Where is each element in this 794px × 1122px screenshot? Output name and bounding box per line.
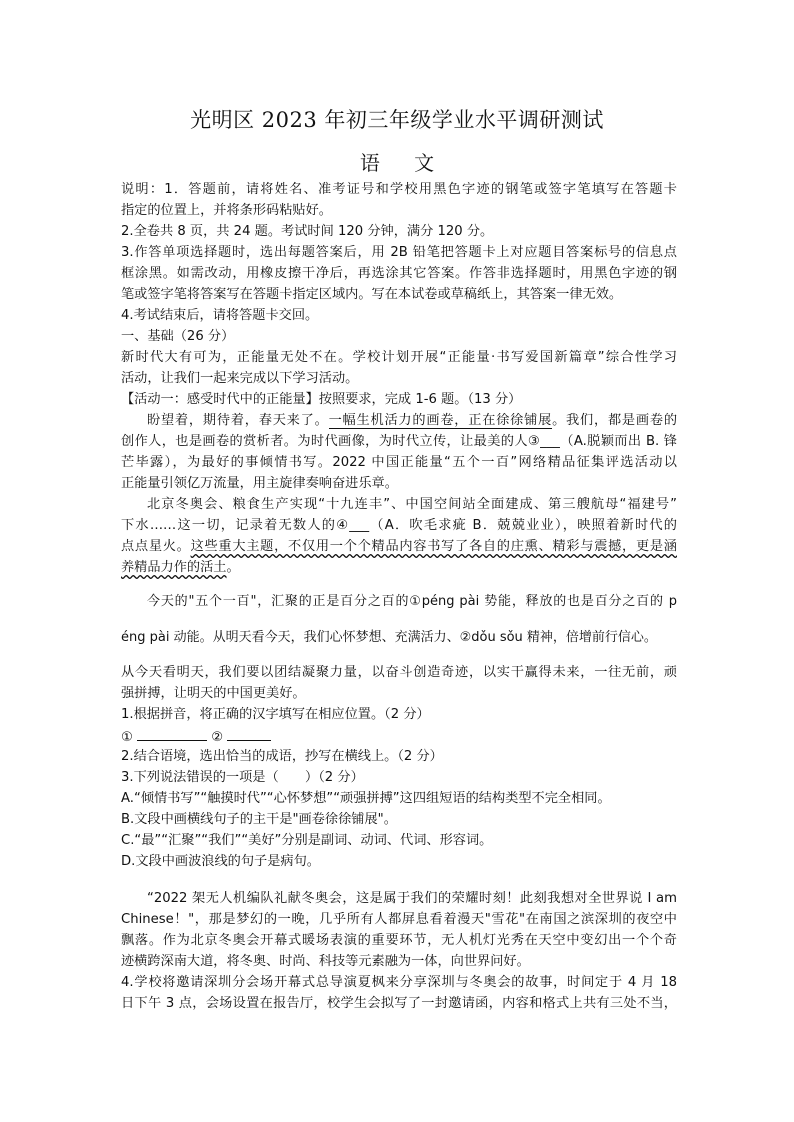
passage-line: 芒毕露），为最好的事倾情书写。2022 中国正能量“五个一百”网络精品征集评选活动以 [121,455,677,470]
passage-line: 正能量引领亿万流量，用主旋律奏响奋进乐章。 [121,476,398,491]
section-intro: 新时代大有可为，正能量无处不在。学校计划开展“正能量·书写爱国新篇章”综合性学习 [121,350,677,365]
wavy-sentence-end: 养精品力作的活土 [121,560,227,575]
instruction-line: 4.考试结束后，请将答题卡交回。 [121,308,319,323]
answer-mark-1: ① [121,730,133,745]
question-2: 2.结合语境，选出恰当的成语，抄写在横线上。（2 分） [121,749,443,764]
section-heading: 一、基础（26 分） [121,329,235,344]
underlined-sentence: 一幅生机活力的画卷，正在徐徐铺展 [328,413,553,428]
instruction-line: 说明：1．答题前，请将姓名、准考证号和学校用黑色字迹的钢笔或签字笔填写在答题卡 [121,182,677,197]
passage2-line: “2022 架无人机编队礼献冬奥会，这是属于我们的荣耀时刻！此刻我想对全世界说 I am [147,891,677,906]
question-3-option-c: C.“最”“汇聚”“我们”“美好”分别是副词、动词、代词、形容词。 [121,833,493,848]
subject-title: 语 文 [359,151,449,175]
answer-blank-1[interactable] [137,726,207,741]
question-3-option-a: A.“倾情书写”“触摸时代”“心怀梦想”“顽强拼搏”这四组短语的结构类型不完全相同。 [121,791,611,806]
question-3-option-b: B.文段中画横线句子的主干是"画卷徐徐铺展"。 [121,812,397,827]
section-intro: 活动，让我们一起来完成以下学习活动。 [121,371,359,386]
passage2-line: 飘落。作为北京冬奥会开幕式暖场表演的重要环节，无人机灯光秀在天空中变幻出一个个奇 [121,933,677,948]
passage-line: 北京冬奥会、粮食生产实现“十九连丰”、中国空间站全面建成、第三艘航母“福建号” [147,497,677,512]
pinyin-line: éng pài 动能。从明天看今天，我们心怀梦想、充满活力、②dǒu sǒu 精神，倍增前行信心。 [121,630,657,645]
passage-text: 点点星火。 [121,539,191,554]
question-4-line: 4.学校将邀请深圳分会场开幕式总导演夏枫来分享深圳与冬奥会的故事，时间定于 4 月 18 [121,975,677,990]
passage-text: 。我们，都是画卷的 [552,413,677,428]
passage-line: 创作人，也是画卷的赏析者。为时代画像，为时代立传，让最美的人③___（A.脱颖而出 B. 锋 [121,434,677,449]
question-1: 1.根据拼音，将正确的汉字填写在相应位置。（2 分） [121,707,430,722]
passage2-line: Chinese！"，那是梦幻的一晚，几乎所有人都屏息看着漫天"雪花"在南国之滨深圳的夜空中 [121,912,677,927]
passage-line: 从今天看明天，我们要以团结凝聚力量，以奋斗创造奇迹，以实干赢得未来，一往无前，顽 [121,665,677,680]
passage2-line: 迹横跨深南大道，将冬奥、时尚、科技等元素融为一体，向世界问好。 [121,954,530,969]
activity-heading: 【活动一：感受时代中的正能量】按照要求，完成 1-6 题。（13 分） [121,392,522,407]
pinyin-line: 今天的"五个一百"，汇聚的正是百分之百的①péng pài 势能，释放的也是百分之百的 p [147,594,677,609]
passage-line: 强拼搏，让明天的中国更美好。 [121,686,306,701]
instruction-line: 框涂黑。如需改动，用橡皮擦干净后，再选涂其它答案。作答非选择题时，用黑色字迹的钢 [121,266,677,281]
passage-line [121,558,677,582]
passage-text: 盼望着，期待着，春天来了。 [147,413,329,428]
passage-line [147,411,677,431]
question-3: 3.下列说法错误的一项是（ ）（2 分） [121,770,364,785]
answer-blank-2[interactable] [227,726,271,741]
wavy-sentence: 这些重大主题，不仅用一个个精品内容书写了各自的庄熏、精彩与震撼，更是涵 [190,539,677,554]
instruction-line: 3.作答单项选择题时，选出每题答案后，用 2B 铅笔把答题卡上对应题目答案标号的信息点 [121,245,677,260]
instruction-line: 指定的位置上，并将条形码粘贴好。 [121,203,332,218]
question-3-option-d: D.文段中画波浪线的句子是病句。 [121,854,320,869]
answer-mark-2: ② [211,730,224,745]
passage-line: 下水……这一切，记录着无数人的④___（A．吹毛求疵 B．兢兢业业），映照着新时代的 [121,518,677,533]
question-1-answers [121,726,677,748]
passage-text: 。 [226,560,240,575]
instruction-line: 笔或签字笔将答案写在答题卡指定区域内。写在本试卷或草稿纸上，其答案一律无效。 [121,287,623,302]
instruction-line: 2.全卷共 8 页，共 24 题。考试时间 120 分钟，满分 120 分。 [121,224,494,239]
question-4-line: 日下午 3 点，会场设置在报告厅，校学生会拟写了一封邀请函，内容和格式上共有三处不当， [121,996,677,1011]
exam-title: 光明区 2023 年初三年级学业水平调研测试 [190,108,604,132]
